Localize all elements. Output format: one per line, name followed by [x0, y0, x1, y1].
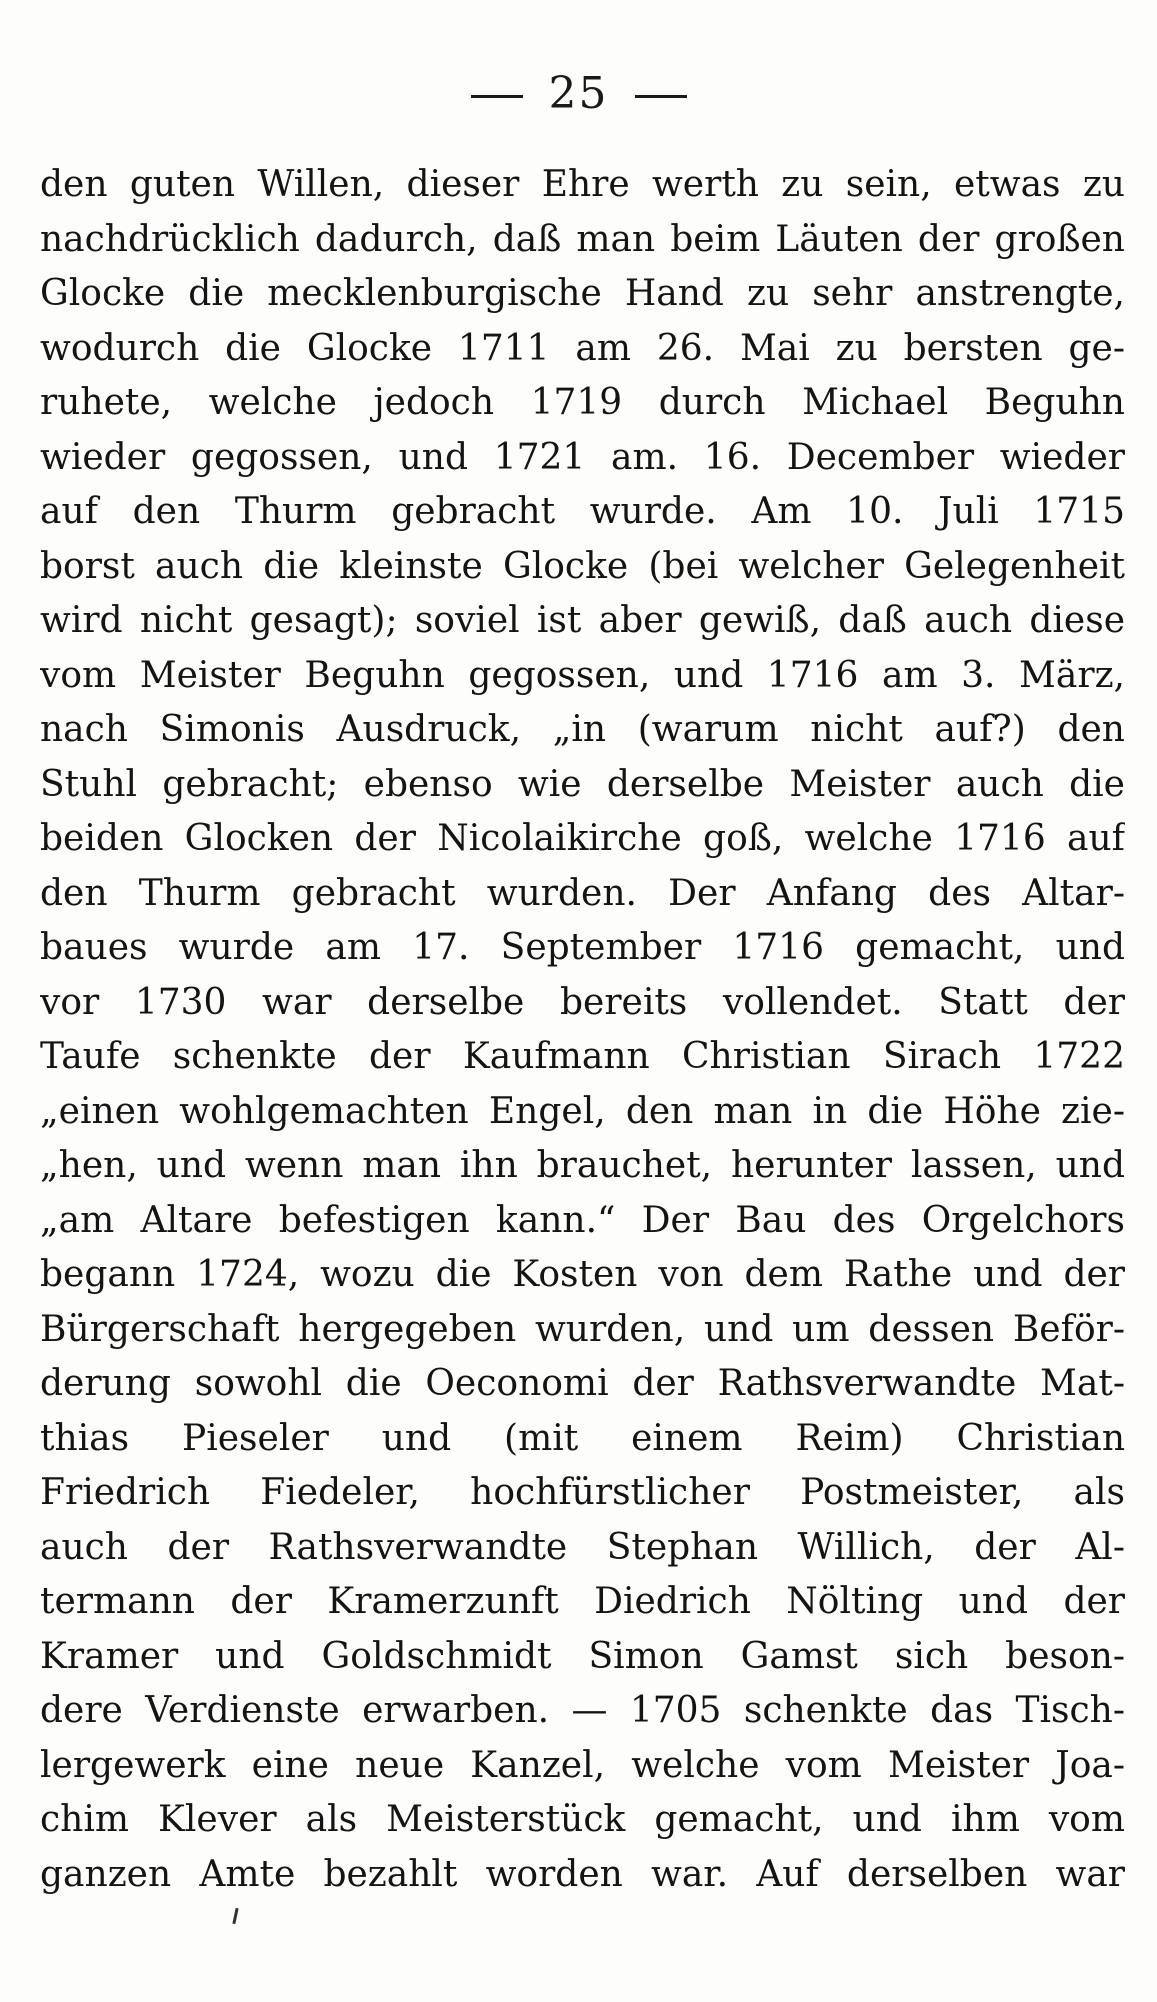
header-dash-right — [635, 95, 687, 98]
text-line: „einen wohlgemachten Engel, den man in die Höhe zie- — [40, 1090, 1125, 1132]
text-line: thias Pieseler und (mit einem Reim) Christian — [40, 1417, 1125, 1459]
text-line: „hen, und wenn man ihn brauchet, herunter lassen, und — [40, 1145, 1125, 1186]
text-line: vom Meister Beguhn gegossen, und 1716 am 3. März, — [40, 654, 1125, 696]
text-line: ganzen Amte bezahlt worden war. Auf derselben war — [40, 1853, 1125, 1895]
text-line: beiden Glocken der Nicolaikirche goß, welche 1716 auf — [40, 818, 1125, 859]
text-line: wieder gegossen, und 1721 am. 16. December wieder — [40, 436, 1125, 478]
text-line: derung sowohl die Oeconomi der Rathsverwandte Mat- — [40, 1363, 1125, 1404]
text-line: ruhete, welche jedoch 1719 durch Michael Beguhn — [40, 382, 1125, 423]
text-line: vor 1730 war derselbe bereits vollendet. Statt der — [40, 981, 1125, 1023]
text-line: nachdrücklich dadurch, daß man beim Läuten der großen — [40, 218, 1125, 260]
page-header — [0, 68, 1157, 119]
text-line: chim Klever als Meisterstück gemacht, und ihm vom — [40, 1799, 1125, 1840]
text-line: wird nicht gesagt); soviel ist aber gewiß, daß auch diese — [40, 600, 1125, 641]
text-line: Bürgerschaft hergegeben wurden, und um dessen Beför- — [40, 1308, 1125, 1350]
text-line: wodurch die Glocke 1711 am 26. Mai zu bersten ge- — [40, 327, 1125, 369]
body-text — [40, 158, 1125, 1902]
text-line: den Thurm gebracht wurden. Der Anfang des Altar- — [40, 872, 1125, 914]
header-dash-left — [471, 95, 523, 98]
text-line: Kramer und Goldschmidt Simon Gamst sich beson- — [40, 1635, 1125, 1677]
text-line: baues wurde am 17. September 1716 gemacht, und — [40, 927, 1125, 968]
text-line: auch der Rathsverwandte Stephan Willich, der Al- — [40, 1526, 1125, 1568]
text-line: dere Verdienste erwarben. — 1705 schenkte das Tisch- — [40, 1690, 1125, 1731]
text-line: borst auch die kleinste Glocke (bei welcher Gelegenheit — [40, 545, 1125, 587]
page-number: 25 — [548, 68, 609, 119]
text-line: nach Simonis Ausdruck, „in (warum nicht auf?) den — [40, 709, 1125, 750]
text-line: Glocke die mecklenburgische Hand zu sehr anstrengte, — [40, 273, 1125, 314]
text-line: Friedrich Fiedeler, hochfürstlicher Postmeister, als — [40, 1472, 1125, 1513]
text-line: Stuhl gebracht; ebenso wie derselbe Meister auch die — [40, 763, 1125, 805]
text-line: Taufe schenkte der Kaufmann Christian Sirach 1722 — [40, 1036, 1125, 1077]
text-line: den guten Willen, dieser Ehre werth zu sein, etwas zu — [40, 164, 1125, 205]
text-line: begann 1724, wozu die Kosten von dem Rathe und der — [40, 1254, 1125, 1295]
text-line: auf den Thurm gebracht wurde. Am 10. Juli 1715 — [40, 491, 1125, 532]
text-line: lergewerk eine neue Kanzel, welche vom Meister Joa- — [40, 1744, 1125, 1786]
text-line: termann der Kramerzunft Diedrich Nölting und der — [40, 1581, 1125, 1622]
ink-mark — [232, 1908, 238, 1924]
text-line: „am Altare befestigen kann.“ Der Bau des Orgelchors — [40, 1199, 1125, 1241]
